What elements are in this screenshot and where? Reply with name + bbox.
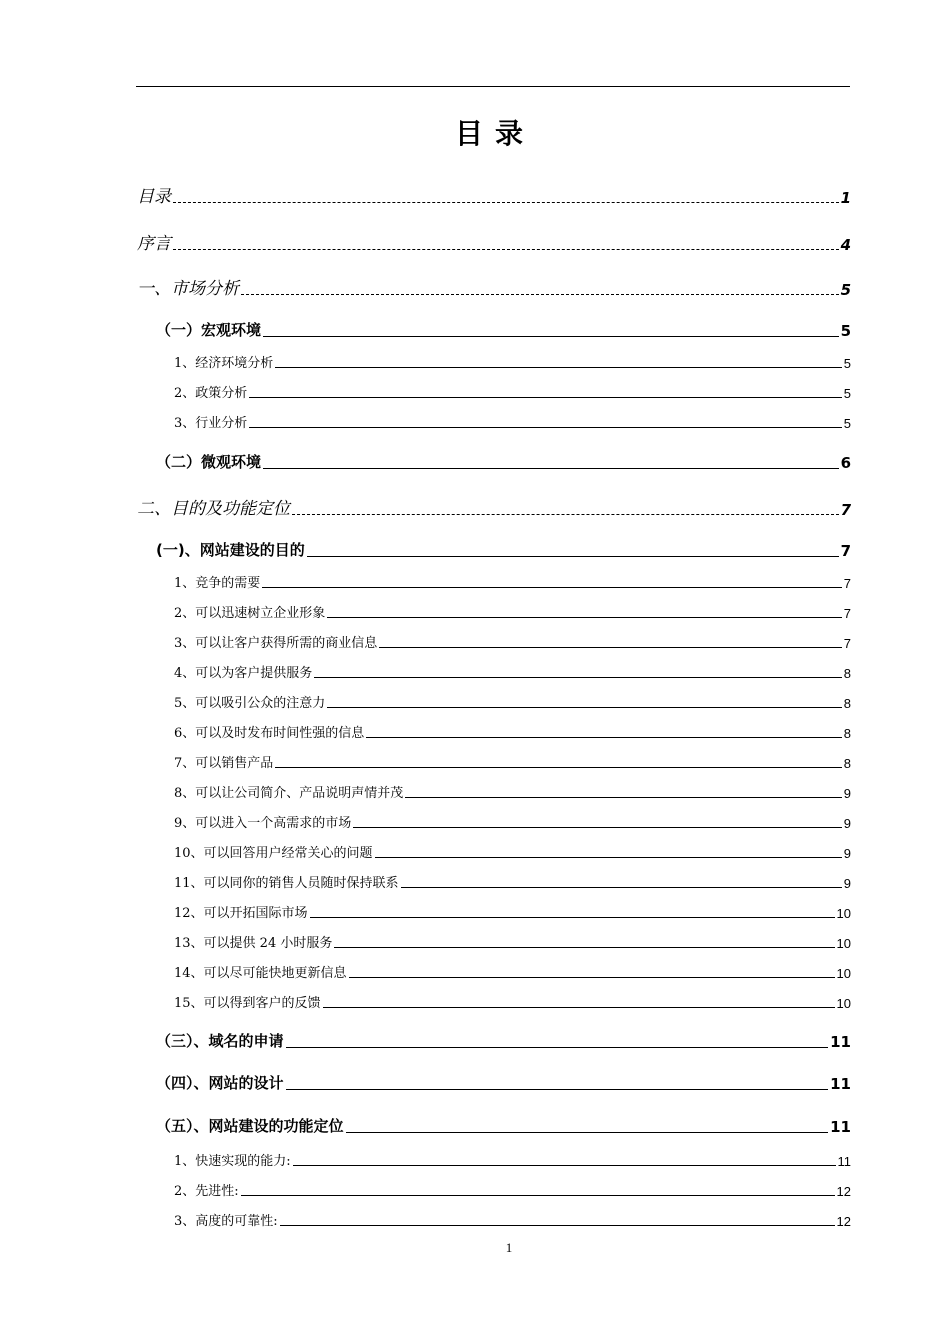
toc-entry[interactable] [137,182,851,207]
toc-leader-line [173,249,839,250]
toc-entry-label: （四）、网站的设计 [156,1074,284,1092]
toc-entry-label: 1、快速实现的能力: [174,1154,291,1169]
toc-leader-line [334,947,834,948]
toc-entry-page: 4 [840,236,851,254]
toc-entry-label: 序言 [137,234,171,254]
toc-leader-line [375,857,842,858]
toc-entry[interactable] [156,1072,851,1093]
toc-entry-label: 目录 [137,187,171,207]
toc-entry-page: 8 [843,666,851,681]
toc-entry[interactable] [174,1180,851,1199]
toc-entry[interactable] [174,962,851,981]
toc-entry-label: 2、可以迅速树立企业形象 [174,606,326,621]
toc-entry-page: 11 [830,1075,851,1093]
toc-entry[interactable] [174,572,851,591]
toc-leader-line [292,514,839,515]
toc-leader-line [241,294,839,295]
toc-leader-line [310,917,835,918]
toc-entry-page: 11 [837,1154,851,1169]
toc-leader-line [280,1225,835,1226]
toc-entry-page: 12 [836,1184,851,1199]
toc-entry[interactable] [174,632,851,651]
toc-leader-line [346,1132,829,1133]
toc-leader-line [286,1047,829,1048]
toc-entry[interactable] [174,722,851,741]
toc-entry-page: 5 [843,386,851,401]
toc-entry[interactable] [137,229,851,254]
toc-entry-label: 3、可以让客户获得所需的商业信息 [174,636,378,651]
toc-entry-page: 8 [843,696,851,711]
toc-entry[interactable] [156,451,851,472]
toc-leader-line [249,397,841,398]
toc-entry[interactable] [174,782,851,801]
toc-entry-page: 12 [836,1214,851,1229]
toc-entry-page: 10 [836,906,851,921]
toc-entry-label: 4、可以为客户提供服务 [174,666,313,681]
toc-leader-line [405,797,841,798]
toc-leader-line [275,767,841,768]
toc-leader-line [349,977,835,978]
toc-entry-label: 9、可以进入一个高需求的市场 [174,816,352,831]
toc-entry-label: （一）宏观环境 [156,321,262,339]
toc-leader-line [366,737,841,738]
toc-leader-line [379,647,841,648]
toc-entry-label: (一)、网站建设的目的 [156,541,305,559]
toc-entry-label: （二）微观环境 [156,453,262,471]
toc-entry-page: 10 [836,966,851,981]
toc-entry[interactable] [174,932,851,951]
toc-leader-line [286,1089,829,1090]
toc-entry[interactable] [174,662,851,681]
toc-leader-line [263,336,839,337]
toc-entry[interactable] [174,812,851,831]
toc-entry-page: 9 [843,786,851,801]
toc-entry-label: 2、政策分析 [174,386,248,401]
toc-entry[interactable] [174,1150,851,1169]
toc-leader-line [275,367,841,368]
toc-entry-label: 5、可以吸引公众的注意力 [174,696,326,711]
toc-entry[interactable] [156,1030,851,1051]
toc-entry[interactable] [137,274,851,299]
toc-entry-label: 3、高度的可靠性: [174,1214,278,1229]
toc-entry-label: 10、可以回答用户经常关心的问题 [174,846,373,861]
toc-leader-line [307,556,839,557]
toc-entry-label: 6、可以及时发布时间性强的信息 [174,726,365,741]
toc-leader-line [262,587,841,588]
toc-leader-line [327,617,841,618]
toc-entry[interactable] [174,1210,851,1229]
toc-entry[interactable] [174,992,851,1011]
toc-entry[interactable] [156,319,851,340]
toc-leader-line [314,677,841,678]
toc-entry-label: （三）、域名的申请 [156,1032,284,1050]
toc-entry-page: 11 [830,1033,851,1051]
toc-entry-label: 15、可以得到客户的反馈 [174,996,321,1011]
toc-entry-page: 5 [840,281,851,299]
toc-entry-label: 2、先进性: [174,1184,239,1199]
toc-entry-page: 7 [843,636,851,651]
toc-leader-line [241,1195,835,1196]
toc-entry-label: 11、可以同你的销售人员随时保持联系 [174,876,399,891]
toc-entry[interactable] [137,494,851,519]
toc-leader-line [293,1165,836,1166]
toc-leader-line [173,202,839,203]
toc-entry[interactable] [174,412,851,431]
toc-entry-page: 8 [843,756,851,771]
toc-entry-page: 9 [843,846,851,861]
toc-entry-page: 11 [830,1118,851,1136]
toc-entry-page: 5 [840,322,851,340]
toc-leader-line [401,887,842,888]
toc-entry-page: 7 [840,542,851,560]
toc-entry[interactable] [174,602,851,621]
toc-entry-page: 5 [843,416,851,431]
toc-leader-line [323,1007,835,1008]
toc-entry-label: 7、可以销售产品 [174,756,274,771]
toc-entry-page: 7 [843,576,851,591]
page-title: 目录 [454,117,535,150]
toc-entry-page: 5 [843,356,851,371]
toc-entry-page: 9 [843,816,851,831]
toc-entry[interactable] [174,902,851,921]
toc-entry-page: 8 [843,726,851,741]
toc-leader-line [327,707,841,708]
toc-leader-line [353,827,841,828]
toc-entry-label: 1、竞争的需要 [174,576,261,591]
toc-entry-label: 8、可以让公司简介、产品说明声情并茂 [174,786,404,801]
toc-entry-label: 1、经济环境分析 [174,356,274,371]
toc-entry-page: 10 [836,936,851,951]
toc-entry-label: 13、可以提供 24 小时服务 [174,936,333,951]
toc-entry[interactable] [174,382,851,401]
toc-entry-page: 7 [840,501,851,519]
toc-entry-label: 二、目的及功能定位 [137,499,290,519]
toc-entry-page: 7 [843,606,851,621]
toc-entry[interactable] [174,752,851,771]
footer-page-number: 1 [505,1240,513,1255]
toc-entry-page: 6 [840,454,851,472]
toc-entry[interactable] [156,539,851,560]
toc-entry-page: 9 [843,876,851,891]
toc-entry[interactable] [156,1115,851,1136]
toc-entry[interactable] [174,692,851,711]
toc-entry-page: 1 [840,189,851,207]
toc-entry-label: 14、可以尽可能快地更新信息 [174,966,347,981]
toc-leader-line [249,427,841,428]
toc-entry-page: 10 [836,996,851,1011]
toc-entry-label: 一、市场分析 [137,279,239,299]
toc-entry-label: （五）、网站建设的功能定位 [156,1117,344,1135]
toc-entry-label: 12、可以开拓国际市场 [174,906,308,921]
toc-entry[interactable] [174,872,851,891]
toc-leader-line [263,468,839,469]
toc-entry[interactable] [174,352,851,371]
toc-entry[interactable] [174,842,851,861]
toc-entry-label: 3、行业分析 [174,416,248,431]
